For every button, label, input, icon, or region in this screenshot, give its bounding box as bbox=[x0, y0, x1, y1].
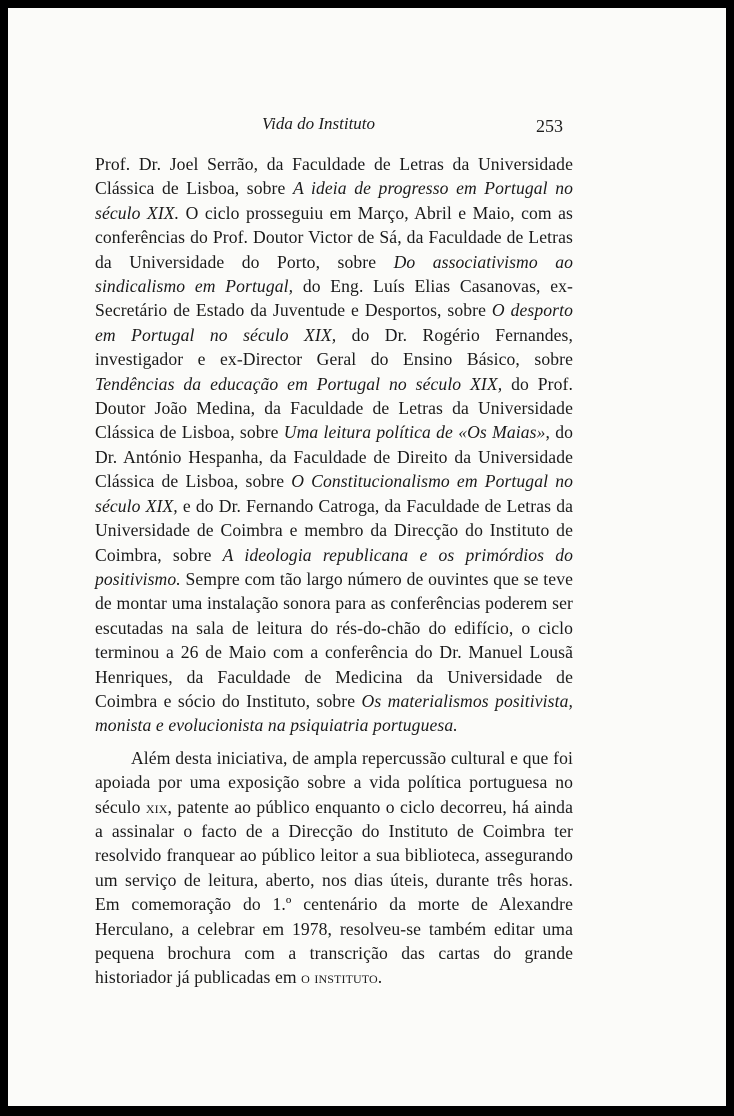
text-run: Prof. Dr. Joel Serrão, da Faculdade de Letras da Universidade Clássica de Lisboa, sobre bbox=[95, 154, 573, 199]
smallcaps-run: o instituto bbox=[301, 967, 378, 988]
text-run: e do Dr. Fernando Catroga, da Faculdade de Letras da Universidade de Coimbra e membro da Direcção do Instituto de Coimbra, sobre bbox=[95, 495, 574, 565]
text-run: Sempre com tão largo número de ouvintes que se teve de montar uma instalação sonora para as conferências poderem ser escutadas na sala de leitura do rés-do-chão do edifício, o ciclo terminou a 26 de Maio com a conferência do Dr. Manuel Lousã Henriques, da Faculdade de Medicina da Universidade de Coimbra e sócio do Instituto, sobre bbox=[95, 568, 573, 711]
italic-run: A ideia de progresso em Portugal no século XIX. bbox=[95, 178, 573, 223]
italic-run: O Constitucionalismo em Portugal no século XIX, bbox=[95, 471, 573, 516]
italic-run: Do associativismo ao sindicalismo em Portugal, bbox=[95, 251, 573, 297]
body-text bbox=[95, 152, 573, 990]
running-head bbox=[8, 114, 726, 138]
text-run: . bbox=[377, 967, 383, 988]
text-run: do Eng. Luís Elias Casanovas, ex-Secretário de Estado da Juventude e Desportos, sobre bbox=[95, 276, 573, 321]
text-run: , do Dr. António Hespanha, da Faculdade de Direito da Universidade Clássica de Lisboa, sobre bbox=[95, 422, 573, 492]
italic-run: A ideologia republicana e os primórdios do positivismo. bbox=[95, 544, 573, 589]
italic-run: Os materialismos positivista, monista e evolucionista na psiquiatria portuguesa. bbox=[95, 690, 573, 736]
text-run: , patente ao público enquanto o ciclo decorreu, há ainda a assinalar o facto de a Direcção do Instituto de Coimbra ter resolvido franquear ao público leitor a sua biblioteca, assegurando um serviço de leitura, aberto, nos dias úteis, durante três horas. Em comemoração do 1.º centenário da morte de Alexandre Herculano, a celebrar em 1978, resolveu-se também editar uma pequena brochura com a transcrição das cartas do grande historiador já publicadas em bbox=[95, 796, 573, 988]
text-run: O ciclo prosseguiu em Março, Abril e Maio, com as conferências do Prof. Doutor Victor de Sá, da Faculdade de Letras da Universidade do Porto, sobre bbox=[95, 202, 573, 272]
italic-run: O desporto em Portugal no século XIX, bbox=[95, 300, 573, 345]
paragraph-1 bbox=[95, 152, 573, 738]
paragraph-2 bbox=[95, 746, 573, 990]
document-page bbox=[8, 8, 726, 1106]
italic-run: Tendências da educação em Portugal no século XIX, bbox=[95, 373, 503, 394]
text-run: Além desta iniciativa, de ampla repercussão cultural e que foi apoiada por uma exposição sobre a vida política portuguesa no século bbox=[95, 747, 573, 817]
italic-run: Uma leitura política de «Os Maias» bbox=[283, 422, 546, 443]
page-number: 253 bbox=[536, 116, 563, 136]
running-title: Vida do Instituto bbox=[262, 114, 376, 133]
text-run: do Dr. Rogério Fernandes, investigador e ex-Director Geral do Ensino Básico, sobre bbox=[95, 324, 574, 370]
smallcaps-run: xix bbox=[145, 796, 168, 817]
text-run: do Prof. Doutor João Medina, da Faculdade de Letras da Universidade Clássica de Lisboa, sobre bbox=[95, 373, 573, 443]
